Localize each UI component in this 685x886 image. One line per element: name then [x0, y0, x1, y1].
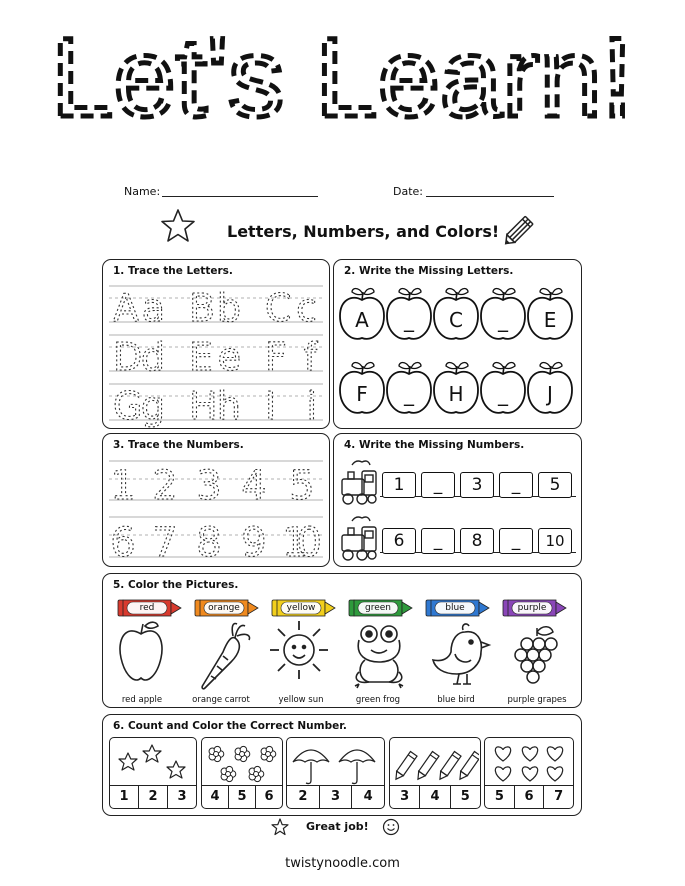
- trace-letter-pair: Ee: [189, 335, 241, 379]
- trace-letter-pair: Ii: [265, 384, 317, 428]
- apple-letter: _: [498, 308, 508, 332]
- pencil-icon-group: [390, 740, 479, 788]
- apple-letter-box[interactable]: [528, 363, 572, 413]
- count-choice[interactable]: 5: [229, 786, 256, 808]
- apple-letter-box[interactable]: [340, 363, 384, 413]
- color-pictures-title: 5. Color the Pictures.: [113, 579, 239, 591]
- star-icon: [167, 761, 185, 778]
- flower-icon: [209, 746, 224, 761]
- apple-letter-box[interactable]: [481, 363, 525, 413]
- grapes-icon: [515, 627, 557, 683]
- number-blank[interactable]: _: [499, 472, 533, 498]
- apple-letter: C: [449, 308, 463, 332]
- trace-letter-pair: Bb: [189, 286, 241, 330]
- heart-icon: [495, 747, 510, 761]
- color-pictures-panel: [102, 573, 582, 708]
- apple-letter: J: [547, 382, 553, 406]
- count-choice[interactable]: 4: [363, 789, 373, 804]
- trace-number: 8: [196, 520, 222, 566]
- sun-icon: [270, 621, 328, 679]
- train-row-1: [338, 469, 578, 509]
- crayon-blue: [425, 598, 491, 618]
- crayon-label: blue: [445, 603, 465, 613]
- count-box: [484, 737, 574, 809]
- train-engine-icon: [338, 457, 380, 509]
- picture-label: yellow sun: [278, 695, 324, 705]
- credit-footer: twistynoodle.com: [285, 856, 400, 871]
- count-choice[interactable]: 2: [139, 786, 168, 808]
- train-engine-icon: [338, 513, 380, 565]
- count-choice[interactable]: 1: [110, 786, 139, 808]
- flower-icon: [221, 766, 236, 781]
- missing-numbers-panel: [333, 433, 582, 567]
- trace-letter-pair: Ff: [265, 335, 317, 379]
- apple-icon: [120, 622, 162, 680]
- count-choice[interactable]: 4: [202, 786, 229, 808]
- name-line[interactable]: [162, 196, 318, 197]
- apples-area[interactable]: [334, 260, 581, 428]
- count-choices: [390, 785, 480, 808]
- crayon-row: [113, 598, 573, 618]
- crayon-green: [348, 598, 414, 618]
- heart-icon: [547, 767, 562, 781]
- pictures-area[interactable]: [103, 618, 581, 696]
- picture-label: purple grapes: [507, 695, 567, 705]
- umbrella-icon-group: [287, 740, 383, 788]
- page-title-text: Let's Learn!: [51, 18, 633, 133]
- pencil-icon: [498, 206, 544, 252]
- trace-number: 4: [241, 463, 267, 509]
- count-box: [286, 737, 385, 809]
- heart-icon: [522, 747, 537, 761]
- star-icon: [160, 208, 196, 244]
- trace-number: 5: [289, 463, 315, 509]
- number-box[interactable]: 1: [382, 472, 416, 498]
- carrot-icon: [202, 624, 249, 689]
- picture-label: red apple: [121, 695, 163, 705]
- count-box: [389, 737, 481, 809]
- apple-letter: _: [404, 308, 414, 332]
- apple-letter-box[interactable]: [481, 289, 525, 339]
- crayon-label: yellow: [286, 603, 316, 613]
- great-job-note: Great job!: [306, 820, 369, 833]
- count-choice[interactable]: 3: [177, 789, 187, 804]
- crayon-red: [117, 598, 183, 618]
- trace-letter-pair: Aa: [113, 286, 165, 330]
- umbrella-icon: [293, 750, 329, 784]
- count-choices: [485, 785, 573, 808]
- count-choices: [110, 785, 196, 808]
- trace-number: 6: [110, 520, 136, 566]
- picture-label: green frog: [355, 695, 401, 705]
- trace-letter-pair: Cc: [265, 286, 317, 330]
- apple-letter-box[interactable]: [434, 289, 478, 339]
- number-blank[interactable]: _: [421, 528, 455, 554]
- trace-number: 2: [152, 463, 178, 509]
- heart-icon: [522, 767, 537, 781]
- crayon-yellow: [271, 598, 337, 618]
- trace-numbers-area[interactable]: [103, 434, 329, 566]
- crayon-label: green: [365, 603, 391, 613]
- train-row-2: [338, 525, 578, 565]
- count-choice[interactable]: 2: [287, 786, 320, 808]
- count-box: [109, 737, 197, 809]
- crayon-purple: [502, 598, 568, 618]
- crayon-label: purple: [517, 603, 547, 613]
- apple-letter: F: [356, 382, 368, 406]
- count-choice[interactable]: 5: [485, 786, 515, 808]
- count-color-panel: [102, 714, 582, 816]
- number-box[interactable]: 5: [538, 472, 572, 498]
- apple-letter: A: [355, 308, 369, 332]
- pencil-icon: [437, 752, 461, 782]
- trace-letters-area[interactable]: [103, 260, 329, 428]
- smiley-icon: [382, 818, 400, 836]
- missing-letters-title: 2. Write the Missing Letters.: [344, 265, 514, 277]
- count-choice[interactable]: 4: [420, 786, 450, 808]
- count-choice[interactable]: 6: [515, 786, 545, 808]
- apple-letter-box[interactable]: [340, 289, 384, 339]
- trace-number: 9: [241, 520, 267, 566]
- star-icon: [119, 753, 137, 770]
- missing-letters-panel: [333, 259, 582, 429]
- heart-icon: [547, 747, 562, 761]
- crayon-label: orange: [208, 603, 240, 613]
- number-box[interactable]: 10: [538, 528, 572, 554]
- pencil-icon: [415, 752, 439, 782]
- count-choice[interactable]: 6: [264, 789, 274, 804]
- heart-icon: [495, 767, 510, 781]
- flower-icon-group: [202, 740, 281, 788]
- date-line[interactable]: [426, 196, 554, 197]
- star-icon: [271, 818, 289, 836]
- trace-letter-pair: Dd: [113, 335, 165, 379]
- crayon-orange: [194, 598, 260, 618]
- apple-letter-box[interactable]: [387, 289, 431, 339]
- trace-numbers-title: 3. Trace the Numbers.: [113, 439, 244, 451]
- number-box[interactable]: 3: [460, 472, 494, 498]
- count-choice[interactable]: 3: [320, 786, 353, 808]
- trace-number: 3: [196, 463, 222, 509]
- apple-letter: H: [448, 382, 464, 406]
- missing-numbers-title: 4. Write the Missing Numbers.: [344, 439, 525, 451]
- trace-letters-panel: [102, 259, 330, 429]
- pencil-icon: [393, 752, 417, 782]
- count-choice[interactable]: 3: [390, 786, 420, 808]
- trace-numbers-panel: [102, 433, 330, 567]
- flower-icon: [235, 746, 250, 761]
- umbrella-icon: [339, 750, 375, 784]
- apple-letter: _: [498, 382, 508, 406]
- count-choice[interactable]: 7: [554, 789, 564, 804]
- apple-letter: E: [543, 308, 557, 332]
- apple-letter-box[interactable]: [434, 363, 478, 413]
- picture-label: orange carrot: [192, 695, 250, 705]
- number-box[interactable]: 6: [382, 528, 416, 554]
- trace-number: 7: [152, 520, 178, 566]
- count-box: [201, 737, 283, 809]
- apple-letter-box[interactable]: [387, 363, 431, 413]
- crayon-label: red: [139, 603, 155, 613]
- page-title: [0, 18, 685, 133]
- trace-letters-title: 1. Trace the Letters.: [113, 265, 233, 277]
- count-color-title: 6. Count and Color the Correct Number.: [113, 720, 347, 732]
- number-box[interactable]: 8: [460, 528, 494, 554]
- count-choices: [202, 785, 282, 808]
- heart-icon-group: [485, 740, 572, 788]
- trace-number: 1: [110, 463, 136, 509]
- star-icon: [143, 745, 161, 762]
- flower-icon: [249, 766, 264, 781]
- name-label: Name:: [124, 185, 161, 198]
- star-icon-group: [110, 740, 195, 788]
- bird-icon: [433, 624, 489, 684]
- date-label: Date:: [393, 185, 423, 198]
- number-blank[interactable]: _: [499, 528, 533, 554]
- apple-letter-box[interactable]: [528, 289, 572, 339]
- trace-number: 10: [282, 520, 322, 566]
- count-choices: [287, 785, 384, 808]
- picture-label: blue bird: [437, 695, 475, 705]
- number-blank[interactable]: _: [421, 472, 455, 498]
- frog-icon: [355, 626, 403, 688]
- trace-letter-pair: Gg: [113, 384, 165, 428]
- trace-letter-pair: Hh: [189, 384, 241, 428]
- apple-letter: _: [404, 382, 414, 406]
- count-choice[interactable]: 5: [460, 789, 470, 804]
- flower-icon: [261, 746, 276, 761]
- sheet-heading: Letters, Numbers, and Colors!: [227, 222, 500, 241]
